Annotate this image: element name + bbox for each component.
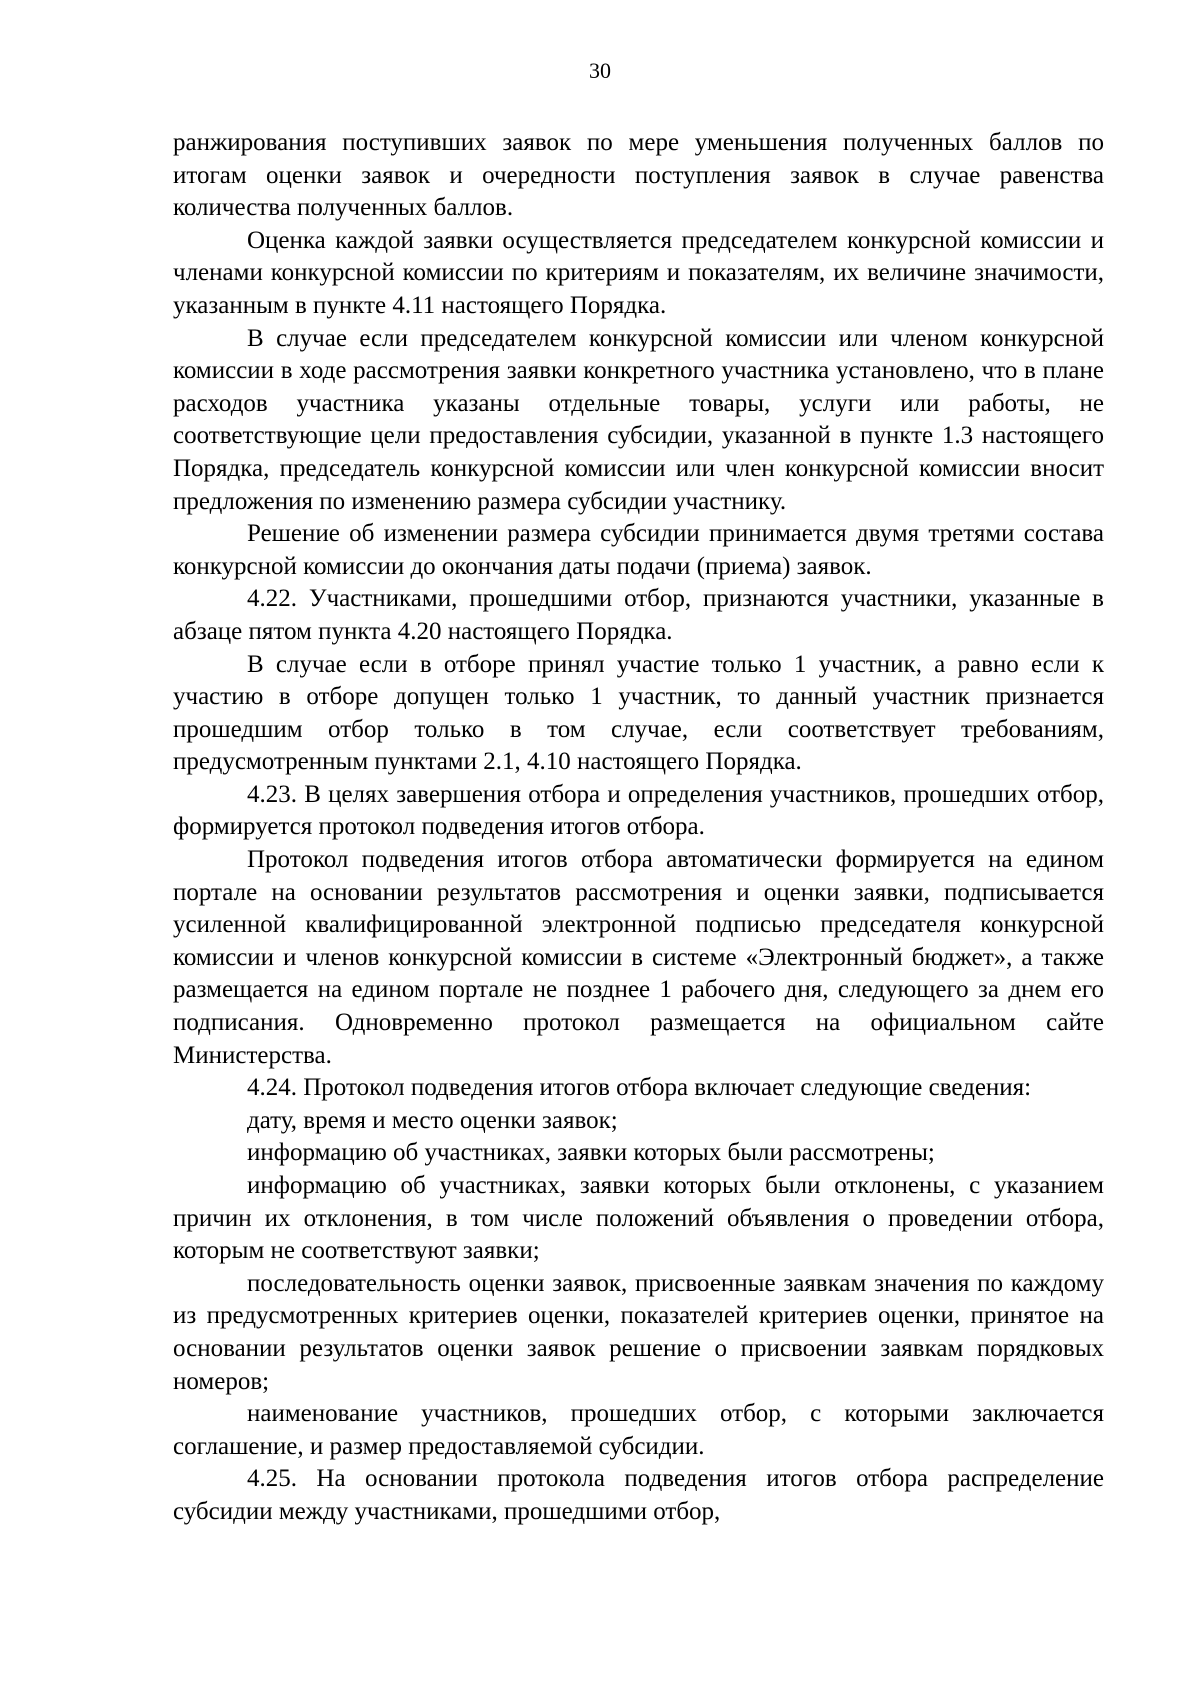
list-item-rejected-participants: информацию об участниках, заявки которых были отклонены, с указанием причин их отклонения, в том числе положений объявления о проведении отбора, которым не соответствуют заявки; bbox=[173, 1172, 1104, 1265]
paragraph-clause-4-25: 4.25. На основании протокола подведения итогов отбора распределение субсидии между участниками, прошедшими отбор, bbox=[173, 1465, 1104, 1525]
paragraph-subsidy-change-decision: Решение об изменении размера субсидии принимается двумя третями состава конкурсной комиссии до окончания даты подачи (приема) заявок. bbox=[173, 520, 1104, 580]
list-item-evaluation-sequence: последовательность оценки заявок, присвоенные заявкам значения по каждому из предусмотренных критериев оценки, показателей критериев оценки, принятое на основании результатов оценки заявок решение о присвоении заявкам порядковых номеров; bbox=[173, 1269, 1104, 1395]
paragraph-clause-4-23: 4.23. В целях завершения отбора и определения участников, прошедших отбор, формируется протокол подведения итогов отбора. bbox=[173, 780, 1104, 841]
list-item-reviewed-participants: информацию об участниках, заявки которых были рассмотрены; bbox=[247, 1139, 935, 1167]
page-number: 30 bbox=[589, 58, 611, 83]
paragraph-subsidy-change-proposal: В случае если председателем конкурсной комиссии или членом конкурсной комиссии в ходе рассмотрения заявки конкретного участника установлено, что в плане расходов участника указаны отдельные товары, услуги или работы, не соответствующие цели предоставления субсидии, указанной в пункте 1.3 настоящего Порядка, председатель конкурсной комиссии или член конкурсной комиссии вносит предложения по изменению размера субсидии участнику. bbox=[173, 324, 1104, 515]
paragraph-clause-4-22: 4.22. Участниками, прошедшими отбор, признаются участники, указанные в абзаце пятом пункта 4.20 настоящего Порядка. bbox=[173, 585, 1104, 645]
paragraph-protocol-formation: Протокол подведения итогов отбора автоматически формируется на едином портале на основании результатов рассмотрения и оценки заявки, подписывается усиленной квалифицированной электронной подписью председателя конкурсной комиссии и членов конкурсной комиссии в системе «Электронный бюджет», а также размещается на едином портале не позднее 1 рабочего дня, следующего за днем его подписания. Одновременно протокол размещается на официальном сайте Министерства. bbox=[173, 846, 1104, 1069]
list-item-selected-participants: наименование участников, прошедших отбор, с которыми заключается соглашение, и размер предоставляемой субсидии. bbox=[173, 1400, 1104, 1460]
list-item-date-time-place: дату, время и место оценки заявок; bbox=[247, 1106, 618, 1134]
paragraph-clause-4-24: 4.24. Протокол подведения итогов отбора включает следующие сведения: bbox=[247, 1074, 1032, 1102]
paragraph-single-participant: В случае если в отборе принял участие только 1 участник, а равно если к участию в отборе допущен только 1 участник, то данный участник признается прошедшим отбор только в том случае, если соответствует требованиям, предусмотренным пунктами 2.1, 4.10 настоящего Порядка. bbox=[173, 650, 1104, 776]
paragraph-evaluation: Оценка каждой заявки осуществляется председателем конкурсной комиссии и членами конкурсной комиссии по критериям и показателям, их величине значимости, указанным в пункте 4.11 настоящего Порядка. bbox=[173, 226, 1104, 319]
paragraph-continuation: ранжирования поступивших заявок по мере уменьшения полученных баллов по итогам оценки заявок и очередности поступления заявок в случае равенства количества полученных баллов. bbox=[173, 129, 1104, 222]
document-body bbox=[173, 127, 1104, 1529]
